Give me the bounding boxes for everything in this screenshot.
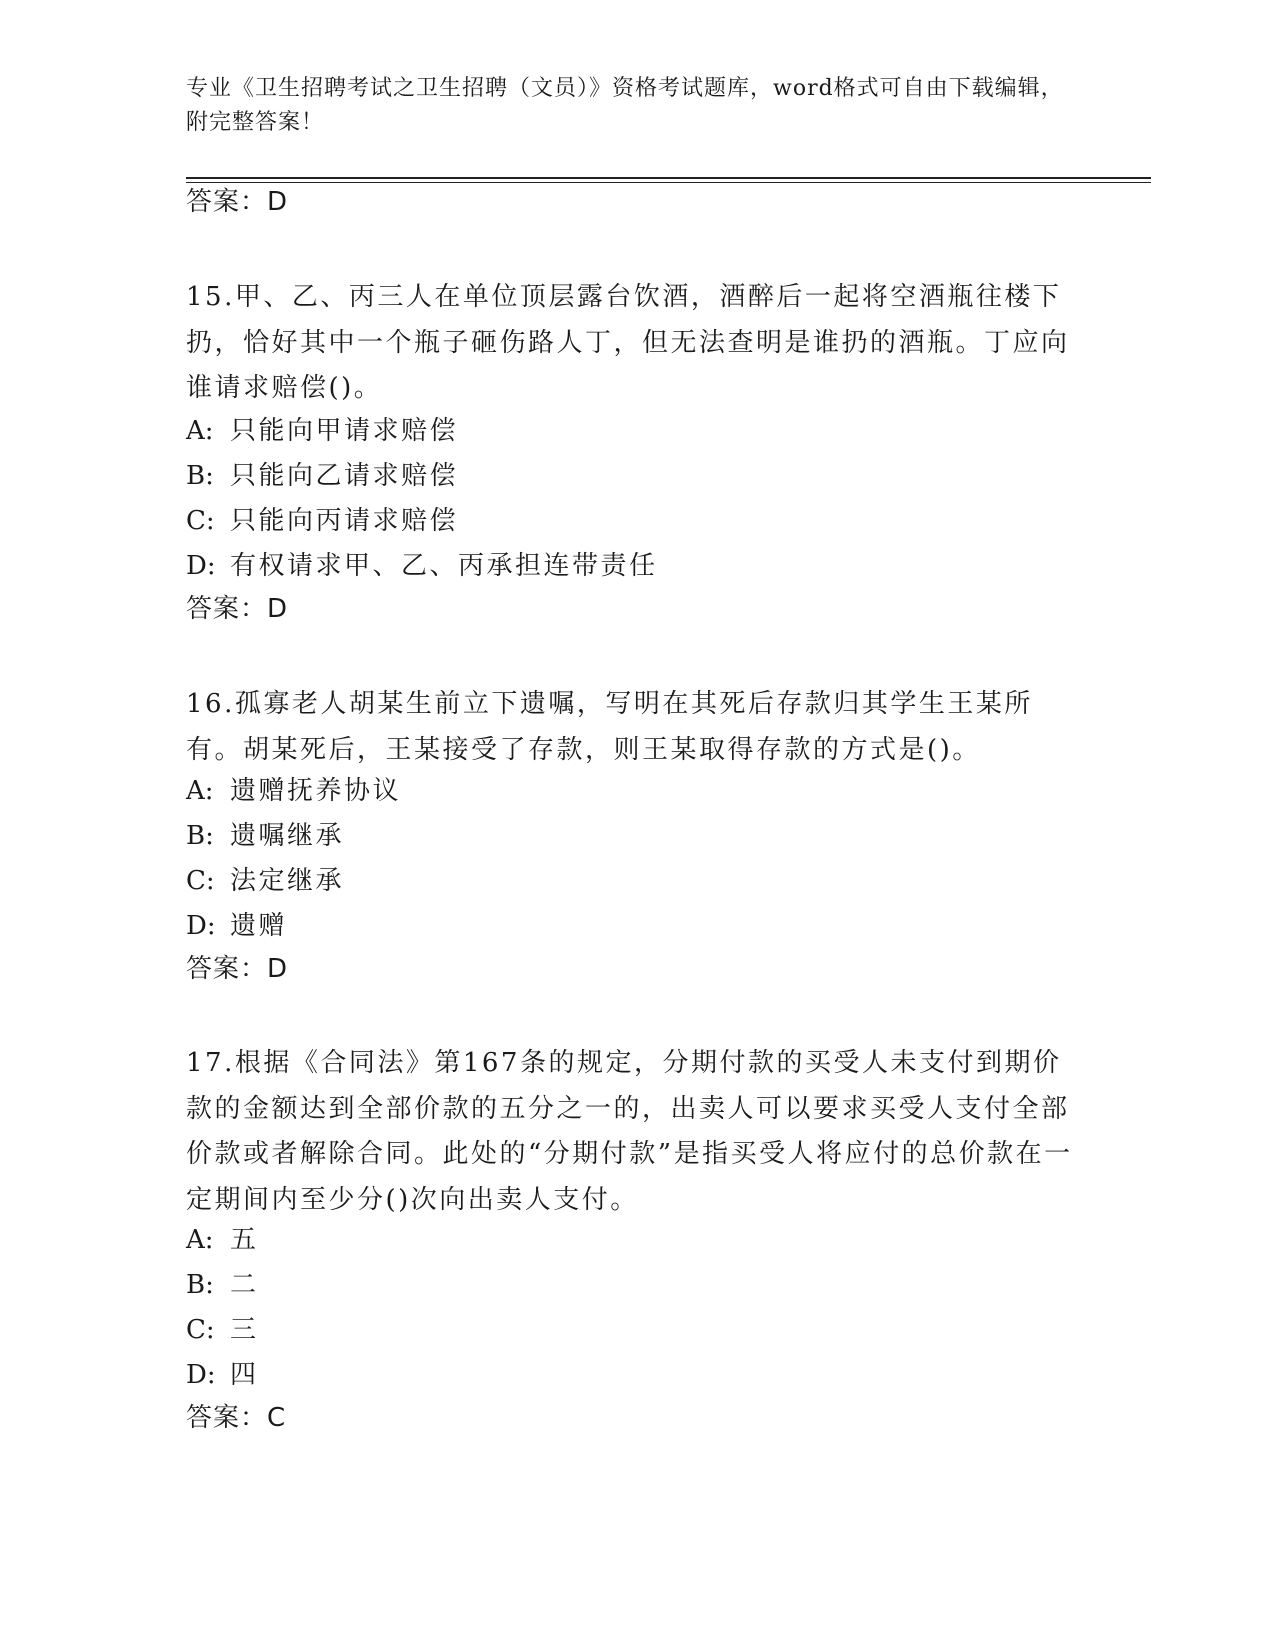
- option-text: 遗嘱继承: [230, 821, 345, 851]
- question-15-stem: 15.甲、乙、丙三人在单位顶层露台饮酒，酒醉后一起将空酒瓶往楼下扔，恰好其中一个瓶子砸伤路人丁，但无法查明是谁扔的酒瓶。丁应向谁请求赔偿()。: [186, 282, 1070, 403]
- question-17-stem: 17.根据《合同法》第167条的规定，分期付款的买受人未支付到期价款的金额达到全部价款的五分之一的，出卖人可以要求买受人支付全部价款或者解除合同。此处的“分期付款”是指买受人将应付的总价款在一定期间内至少分()次向出卖人支付。: [186, 1048, 1073, 1215]
- option-text: 四: [230, 1360, 259, 1390]
- question-16-option-c: [186, 863, 344, 899]
- document-header: 专业《卫生招聘考试之卫生招聘（文员）》资格考试题库，word格式可自由下载编辑，附完整答案！: [186, 76, 1064, 135]
- question-16-answer: 答案：D: [186, 954, 289, 984]
- question-17-answer: 答案：C: [186, 1403, 287, 1433]
- header-rule-thin: [186, 182, 1151, 183]
- option-text: 有权请求甲、乙、丙承担连带责任: [230, 551, 658, 581]
- option-letter: C:: [186, 506, 215, 536]
- question-15-option-b: [186, 458, 458, 494]
- header-rule-thick: [186, 177, 1151, 179]
- option-letter: B:: [186, 821, 214, 851]
- option-letter: A:: [186, 1225, 214, 1255]
- question-16-option-a: [186, 773, 401, 809]
- question-17-option-c: [186, 1312, 259, 1348]
- option-letter: B:: [186, 461, 214, 491]
- option-letter: A:: [186, 416, 214, 446]
- question-16-option-b: [186, 818, 344, 854]
- question-15-option-a: [186, 413, 458, 449]
- question-17-option-a: [186, 1222, 259, 1258]
- option-text: 只能向甲请求赔偿: [230, 416, 459, 446]
- option-letter: D:: [186, 911, 216, 941]
- option-letter: C:: [186, 1315, 215, 1345]
- question-16-stem: 16.孤寡老人胡某生前立下遗嘱，写明在其死后存款归其学生王某所有。胡某死后，王某接受了存款，则王某取得存款的方式是()。: [186, 689, 1033, 765]
- option-text: 五: [230, 1225, 259, 1255]
- option-letter: D:: [186, 1360, 216, 1390]
- option-letter: A:: [186, 776, 214, 806]
- previous-answer: 答案：D: [186, 187, 289, 217]
- option-text: 只能向丙请求赔偿: [230, 506, 459, 536]
- question-15-answer: 答案：D: [186, 594, 289, 624]
- question-15-option-c: [186, 503, 458, 539]
- option-text: 只能向乙请求赔偿: [230, 461, 459, 491]
- option-text: 遗赠: [230, 911, 288, 941]
- option-letter: B:: [186, 1270, 214, 1300]
- option-text: 二: [230, 1270, 259, 1300]
- question-15-option-d: [186, 548, 658, 584]
- question-17-option-b: [186, 1267, 259, 1303]
- option-text: 遗赠抚养协议: [230, 776, 402, 806]
- option-text: 法定继承: [230, 866, 345, 896]
- option-letter: D:: [186, 551, 216, 581]
- question-16-option-d: [186, 908, 287, 944]
- question-17-option-d: [186, 1357, 259, 1393]
- option-letter: C:: [186, 866, 215, 896]
- option-text: 三: [230, 1315, 259, 1345]
